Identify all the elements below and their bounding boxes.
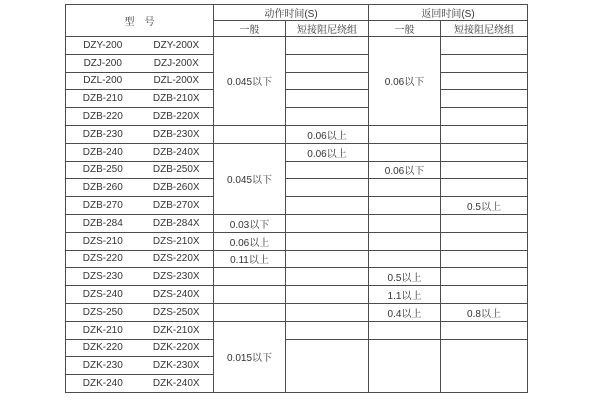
model-name-x: DZB-240X xyxy=(152,146,200,158)
column-header-model: 型 号 xyxy=(66,5,214,37)
return-general-cell xyxy=(369,214,441,232)
return-damping-cell xyxy=(441,161,528,179)
action-damping-cell: 0.06以上 xyxy=(286,143,369,161)
model-cell xyxy=(66,143,214,161)
action-damping-cell xyxy=(286,321,369,339)
model-cell xyxy=(66,375,214,393)
action-damping-cell xyxy=(286,250,369,268)
table-row xyxy=(66,268,528,286)
table-row xyxy=(66,303,528,321)
model-cell xyxy=(66,90,214,108)
model-cell xyxy=(66,232,214,250)
action-general-cell xyxy=(214,125,286,143)
model-name-x: DZB-260X xyxy=(152,182,200,194)
model-name: DZK-210 xyxy=(82,324,123,336)
action-general-cell xyxy=(214,268,286,286)
action-general-cell xyxy=(214,286,286,304)
model-name-x: DZB-270X xyxy=(152,200,200,211)
action-general-cell: 0.045以下 xyxy=(214,143,286,214)
model-name: DZS-210 xyxy=(82,235,123,247)
model-name: DZB-250 xyxy=(82,164,123,176)
return-general-cell: 0.06以下 xyxy=(369,161,441,179)
model-name: DZS-230 xyxy=(82,271,123,283)
return-damping-cell: 0.8以上 xyxy=(441,303,528,321)
model-name: DZB-230 xyxy=(82,128,123,140)
return-damping-cell xyxy=(441,108,528,126)
model-name-x: DZK-240X xyxy=(152,377,200,389)
action-general-cell: 0.06以上 xyxy=(214,232,286,250)
model-name-x: DZS-240X xyxy=(152,288,200,300)
return-damping-cell xyxy=(441,321,528,339)
table-row xyxy=(66,37,528,55)
model-name: DZB-240 xyxy=(82,146,123,158)
model-cell xyxy=(66,37,214,55)
model-cell xyxy=(66,108,214,126)
return-general-cell xyxy=(369,232,441,250)
return-general-cell xyxy=(369,143,441,161)
action-damping-cell xyxy=(286,54,369,72)
table-row xyxy=(66,179,528,197)
model-name-x: DZS-220X xyxy=(152,253,200,265)
column-header-action-time: 动作时间(S) xyxy=(214,5,369,21)
model-name-x: DZB-250X xyxy=(152,164,200,176)
return-damping-cell xyxy=(441,232,528,250)
model-name-x: DZS-250X xyxy=(152,306,200,318)
return-damping-cell xyxy=(441,179,528,197)
return-damping-cell xyxy=(441,90,528,108)
model-cell xyxy=(66,54,214,72)
action-damping-cell xyxy=(286,339,369,392)
model-name-x: DZS-230X xyxy=(152,271,200,283)
model-cell xyxy=(66,321,214,339)
relay-timing-spec-table xyxy=(65,4,528,393)
model-name: DZB-260 xyxy=(82,182,123,194)
table-row xyxy=(66,72,528,90)
column-header-action-general: 一般 xyxy=(214,21,286,37)
column-header-return-general: 一般 xyxy=(369,21,441,37)
return-damping-cell xyxy=(441,250,528,268)
action-damping-cell xyxy=(286,214,369,232)
table-row xyxy=(66,197,528,215)
model-cell xyxy=(66,250,214,268)
action-damping-cell xyxy=(286,108,369,126)
action-general-cell: 0.11以上 xyxy=(214,250,286,268)
return-damping-cell xyxy=(441,54,528,72)
return-general-cell: 0.06以下 xyxy=(369,37,441,126)
table-row xyxy=(66,161,528,179)
table-row xyxy=(66,54,528,72)
action-damping-cell xyxy=(286,303,369,321)
return-general-cell xyxy=(369,179,441,197)
table-row xyxy=(66,214,528,232)
table-row xyxy=(66,339,528,357)
model-name-x: DZB-284X xyxy=(152,217,200,229)
model-name-x: DZL-200X xyxy=(153,75,200,87)
table-row xyxy=(66,143,528,161)
model-name: DZB-284 xyxy=(82,217,123,229)
model-name: DZB-220 xyxy=(82,111,123,123)
return-general-cell xyxy=(369,339,441,392)
action-damping-cell xyxy=(286,37,369,55)
action-damping-cell xyxy=(286,197,369,215)
model-name-x: DZB-210X xyxy=(152,93,200,105)
table-row xyxy=(66,250,528,268)
table-row xyxy=(66,108,528,126)
column-header-action-damping: 短接阻尼绕组 xyxy=(286,21,369,37)
action-damping-cell xyxy=(286,90,369,108)
model-cell xyxy=(66,286,214,304)
table-row xyxy=(66,286,528,304)
return-general-cell: 0.4以上 xyxy=(369,303,441,321)
action-damping-cell xyxy=(286,179,369,197)
model-cell xyxy=(66,179,214,197)
model-name-x: DZY-200X xyxy=(153,39,200,51)
return-damping-cell xyxy=(441,286,528,304)
return-damping-cell xyxy=(441,214,528,232)
model-name-x: DZB-230X xyxy=(152,128,200,140)
model-cell xyxy=(66,339,214,357)
action-damping-cell xyxy=(286,161,369,179)
header-row-1 xyxy=(66,5,528,21)
model-name-x: DZB-220X xyxy=(152,111,200,123)
return-general-cell xyxy=(369,125,441,143)
action-damping-cell: 0.06以上 xyxy=(286,125,369,143)
column-header-return-damping: 短接阻尼绕组 xyxy=(441,21,528,37)
return-damping-cell xyxy=(441,268,528,286)
model-name-x: DZS-210X xyxy=(152,235,200,247)
model-cell xyxy=(66,303,214,321)
return-general-cell xyxy=(369,197,441,215)
return-damping-cell xyxy=(441,143,528,161)
model-cell xyxy=(66,197,214,215)
model-name: DZY-200 xyxy=(83,39,123,51)
model-name: DZS-250 xyxy=(82,306,123,318)
table-row xyxy=(66,321,528,339)
action-damping-cell xyxy=(286,268,369,286)
model-cell xyxy=(66,268,214,286)
action-general-cell: 0.015以下 xyxy=(214,321,286,392)
model-name-x: DZJ-200X xyxy=(153,57,199,69)
return-damping-cell xyxy=(441,339,528,392)
return-damping-cell xyxy=(441,72,528,90)
model-name: DZS-220 xyxy=(82,253,123,265)
model-name: DZB-270 xyxy=(82,200,123,211)
table-row xyxy=(66,232,528,250)
model-name-x: DZK-210X xyxy=(152,324,200,336)
return-general-cell xyxy=(369,321,441,339)
model-name: DZS-240 xyxy=(82,288,123,300)
action-damping-cell xyxy=(286,232,369,250)
action-damping-cell xyxy=(286,72,369,90)
action-general-cell: 0.03以下 xyxy=(214,214,286,232)
model-cell xyxy=(66,214,214,232)
model-cell xyxy=(66,357,214,375)
model-name: DZB-210 xyxy=(82,93,123,105)
model-cell xyxy=(66,161,214,179)
return-damping-cell xyxy=(441,37,528,55)
model-name: DZK-230 xyxy=(82,360,123,372)
model-name: DZJ-200 xyxy=(83,57,122,69)
return-general-cell xyxy=(369,250,441,268)
return-general-cell: 0.5以上 xyxy=(369,268,441,286)
model-name-x: DZK-230X xyxy=(152,360,200,372)
table-row xyxy=(66,90,528,108)
model-name: DZL-200 xyxy=(83,75,123,87)
model-name-x: DZK-220X xyxy=(152,342,200,354)
action-general-cell: 0.045以下 xyxy=(214,37,286,126)
model-name: DZK-220 xyxy=(82,342,123,354)
return-damping-cell: 0.5以上 xyxy=(441,197,528,215)
model-cell xyxy=(66,125,214,143)
return-damping-cell xyxy=(441,125,528,143)
action-damping-cell xyxy=(286,286,369,304)
action-general-cell xyxy=(214,303,286,321)
column-header-return-time: 返回时间(S) xyxy=(369,5,528,21)
model-name: DZK-240 xyxy=(82,377,123,389)
table-row xyxy=(66,125,528,143)
return-general-cell: 1.1以上 xyxy=(369,286,441,304)
model-cell xyxy=(66,72,214,90)
